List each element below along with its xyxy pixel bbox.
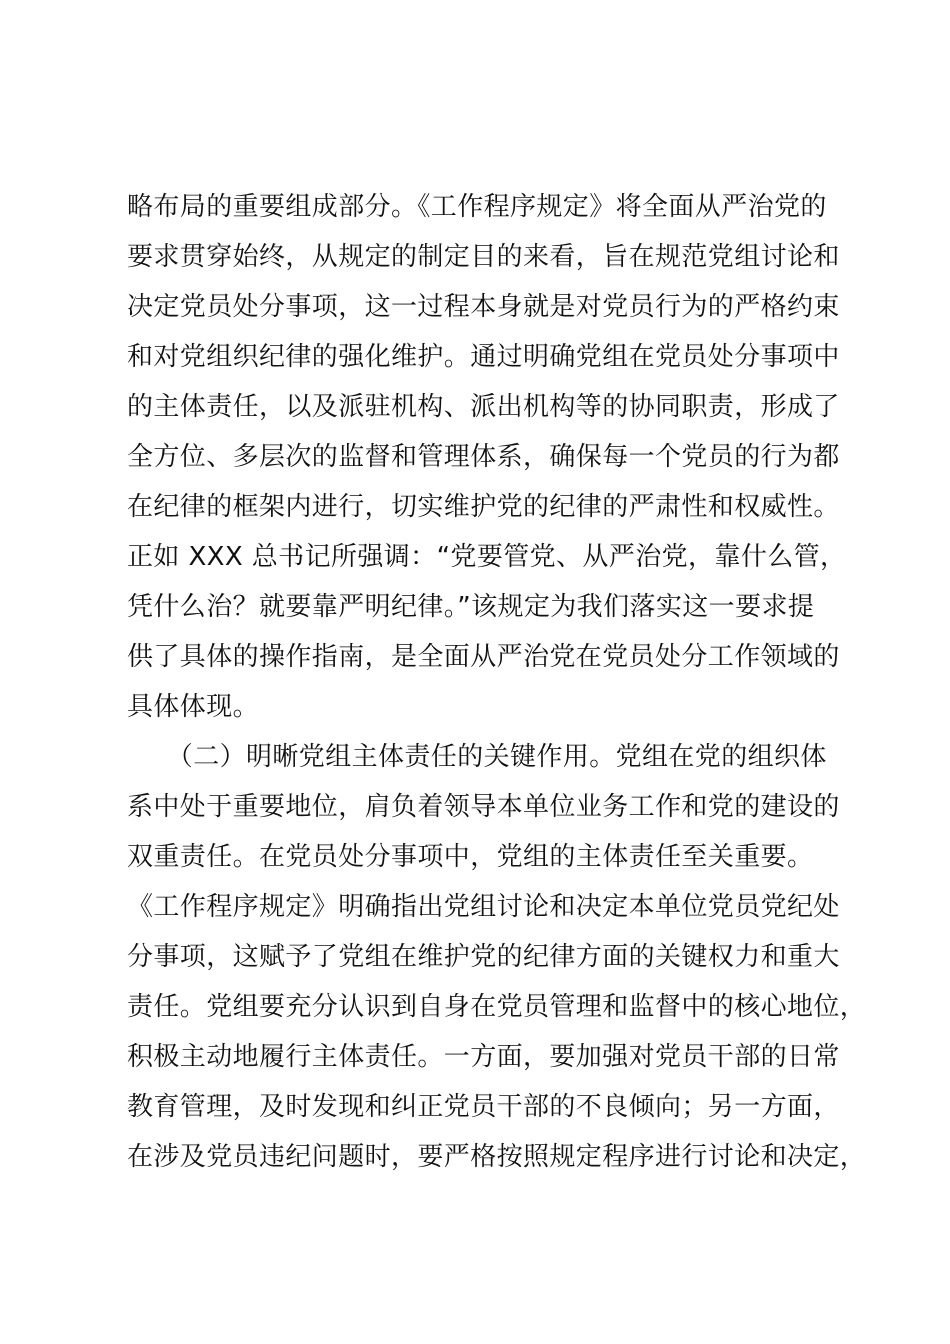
text-line: 在涉及党员违纪问题时，要严格按照规定程序进行讨论和决定， [127, 1142, 867, 1172]
text-line: 责任。党组要充分认识到自身在党员管理和监督中的核心地位， [127, 992, 867, 1022]
text-line: 双重责任。在党员处分事项中，党组的主体责任至关重要。 [127, 842, 814, 872]
text-line: 的主体责任，以及派驻机构、派出机构等的协同职责，形成了 [127, 392, 840, 422]
text-line: 略布局的重要组成部分。《工作程序规定》将全面从严治党的 [127, 192, 827, 222]
text-line: 积极主动地履行主体责任。一方面，要加强对党员干部的日常 [127, 1042, 840, 1072]
text-line: 凭什么治？就要靠严明纪律。”该规定为我们落实这一要求提 [127, 592, 815, 622]
text-line: 在纪律的框架内进行，切实维护党的纪律的严肃性和权威性。 [127, 492, 840, 522]
text-line: 决定党员处分事项，这一过程本身就是对党员行为的严格约束 [127, 292, 840, 322]
text-line: 正如 XXX 总书记所强调：“党要管党、从严治党，靠什么管， [127, 542, 847, 572]
text-line: 和对党组织纪律的强化维护。通过明确党组在党员处分事项中 [127, 342, 840, 372]
text-line: 全方位、多层次的监督和管理体系，确保每一个党员的行为都 [127, 442, 840, 472]
text-line: 分事项，这赋予了党组在维护党的纪律方面的关键权力和重大 [127, 942, 840, 972]
text-line: 《工作程序规定》明确指出党组讨论和决定本单位党员党纪处 [127, 892, 840, 922]
section-heading-line: （二）明晰党组主体责任的关键作用。党组在党的组织体 [127, 742, 827, 772]
body-text [127, 182, 867, 1182]
text-line: 要求贯穿始终，从规定的制定目的来看，旨在规范党组讨论和 [127, 242, 840, 272]
text-line: 教育管理，及时发现和纠正党员干部的不良倾向；另一方面， [127, 1092, 840, 1122]
text-line: 供了具体的操作指南，是全面从严治党在党员处分工作领域的 [127, 642, 840, 672]
text-line: 具体体现。 [127, 692, 260, 722]
text-line: 系中处于重要地位，肩负着领导本单位业务工作和党的建设的 [127, 792, 840, 822]
